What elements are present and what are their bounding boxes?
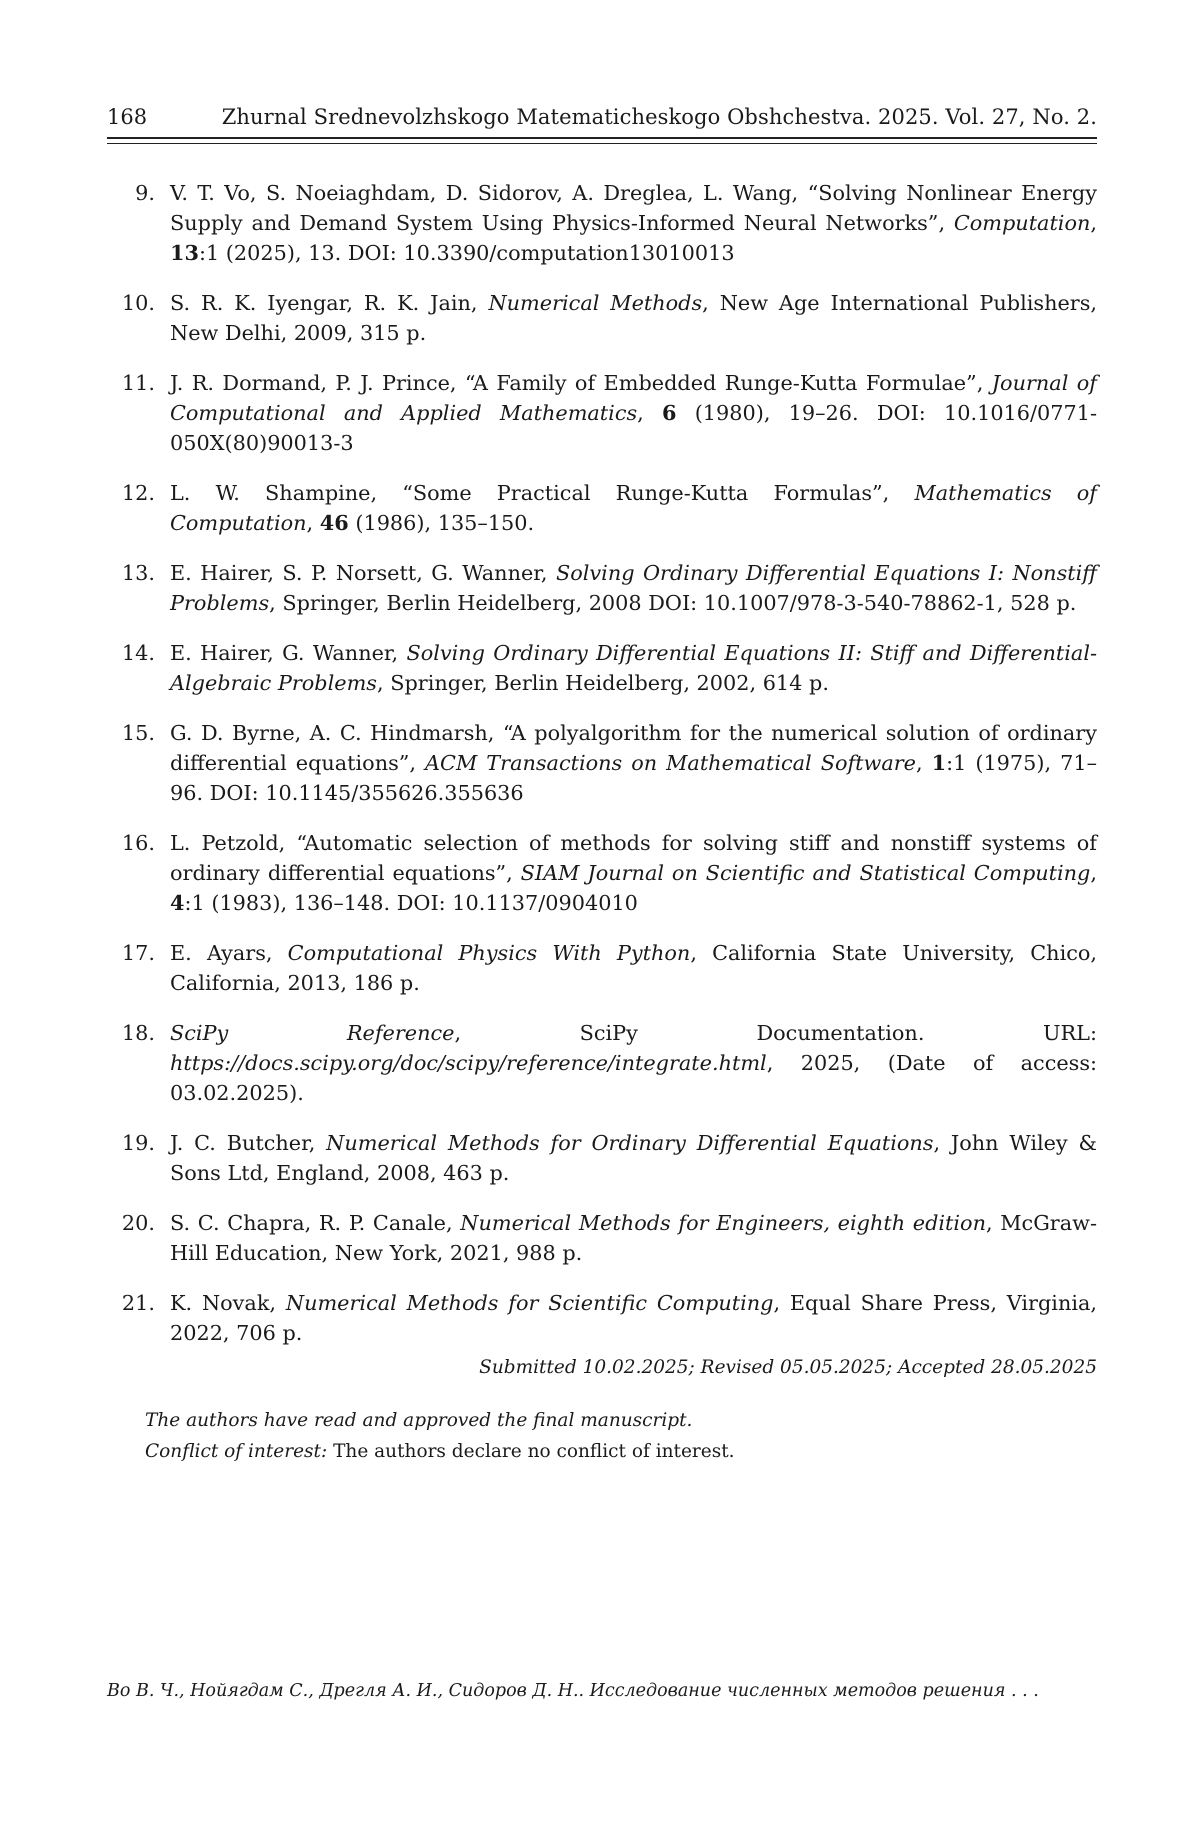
reference-segment: ,	[637, 401, 662, 425]
journal-title: Zhurnal Srednevolzhskogo Matematicheskogo Obshchestva. 2025. Vol. 27, No. 2.	[221, 105, 1097, 129]
reference-list	[107, 178, 1097, 1368]
reference-title: SciPy Reference	[170, 1021, 455, 1045]
reference-text	[170, 641, 1097, 695]
reference-segment: J. R. Dormand, P. J. Prince, “A Family of Embedded Runge-Kutta Formulae”,	[170, 371, 992, 395]
conflict-label: Conflict of interest:	[145, 1441, 328, 1462]
reference-title: https://docs.scipy.org/doc/scipy/reference/integrate.html	[170, 1051, 767, 1075]
reference-segment: :1 (2025), 13. DOI: 10.3390/computation13010013	[198, 241, 735, 265]
reference-text	[170, 941, 1097, 995]
reference-item	[107, 178, 1097, 268]
reference-text	[170, 371, 1097, 455]
reference-item	[107, 1208, 1097, 1268]
reference-number: 21.	[121, 1291, 155, 1315]
reference-number: 9.	[135, 181, 155, 205]
reference-segment: , Equal Share Press, Virginia, 2022, 706 p.	[170, 1291, 1098, 1345]
conflict-text: The authors declare no conflict of interest.	[327, 1441, 735, 1462]
running-footer: Во В. Ч., Нойягдам С., Дрегля А. И., Сидоров Д. Н.. Исследование численных методов решения . . .	[107, 1681, 1039, 1701]
reference-number: 16.	[121, 831, 155, 855]
reference-title: Mathematics of Computation	[170, 481, 1097, 535]
reference-text	[170, 831, 1097, 915]
reference-number: 11.	[121, 371, 155, 395]
reference-segment: L. Petzold, “Automatic selection of methods for solving stiff and nonstiff systems of ordinary differential equations”,	[170, 831, 1097, 885]
reference-title: Numerical Methods	[488, 291, 703, 315]
reference-segment: K. Novak,	[170, 1291, 286, 1315]
reference-volume: 1	[931, 750, 947, 775]
reference-text	[170, 181, 1097, 265]
reference-segment: (1986), 135–150.	[348, 511, 535, 535]
reference-volume: 13	[170, 240, 199, 265]
running-header	[107, 103, 1097, 131]
reference-number: 18.	[121, 1021, 155, 1045]
reference-title: Numerical Methods for Ordinary Differential Equations	[326, 1131, 934, 1155]
reference-segment: , SciPy Documentation. URL:	[454, 1021, 1098, 1045]
reference-segment: :1 (1983), 136–148. DOI: 10.1137/0904010	[184, 891, 638, 915]
reference-item	[107, 718, 1097, 808]
reference-segment: :1 (1975), 71–96. DOI: 10.1145/355626.355636	[170, 751, 1097, 805]
reference-segment: ,	[915, 751, 932, 775]
reference-item	[107, 368, 1097, 458]
reference-item	[107, 478, 1097, 538]
submission-dates: Submitted 10.02.2025; Revised 05.05.2025; Accepted 28.05.2025	[479, 1357, 1097, 1378]
reference-text	[170, 721, 1097, 805]
reference-segment: S. R. K. Iyengar, R. K. Jain,	[170, 291, 489, 315]
reference-segment: E. Ayars,	[170, 941, 288, 965]
reference-volume: 4	[170, 890, 185, 915]
reference-item	[107, 1128, 1097, 1188]
reference-text	[170, 1211, 1097, 1265]
reference-segment: ,	[306, 511, 320, 535]
reference-item	[107, 938, 1097, 998]
reference-volume: 6	[661, 400, 677, 425]
reference-title: Computational Physics With Python	[287, 941, 691, 965]
reference-number: 13.	[121, 561, 155, 585]
reference-segment: J. C. Butcher,	[170, 1131, 327, 1155]
reference-item	[107, 288, 1097, 348]
reference-item	[107, 1288, 1097, 1348]
reference-text	[170, 1291, 1097, 1345]
reference-item	[107, 638, 1097, 698]
reference-item	[107, 558, 1097, 618]
reference-title: SIAM Journal on Scientific and Statistical Computing	[520, 861, 1091, 885]
reference-segment: E. Hairer, G. Wanner,	[170, 641, 407, 665]
reference-text	[170, 561, 1097, 615]
reference-number: 10.	[121, 291, 155, 315]
conflict-note	[145, 1436, 735, 1467]
header-rule-thin	[107, 143, 1097, 144]
reference-number: 17.	[121, 941, 155, 965]
reference-number: 15.	[121, 721, 155, 745]
reference-segment: , 2025, (Date of access: 03.02.2025).	[170, 1051, 1097, 1105]
reference-segment: L. W. Shampine, “Some Practical Runge-Kutta Formulas”,	[170, 481, 915, 505]
reference-number: 14.	[121, 641, 155, 665]
reference-title: Computation	[953, 211, 1091, 235]
reference-title: ACM Transactions on Mathematical Software	[425, 751, 916, 775]
reference-title: Numerical Methods for Engineers, eighth edition	[460, 1211, 986, 1235]
header-rule-thick	[107, 137, 1097, 139]
reference-volume: 46	[319, 510, 349, 535]
reference-segment: , New Age International Publishers, New Delhi, 2009, 315 p.	[170, 291, 1097, 345]
reference-title: Solving Ordinary Differential Equations II: Stiff and Differential-Algebraic Problems	[170, 641, 1097, 695]
reference-segment: V. T. Vo, S. Noeiaghdam, D. Sidorov, A. Dreglea, L. Wang, “Solving Nonlinear Energy Supply and Demand System Using Physics-Informed Neural Networks”,	[170, 181, 1097, 235]
reference-segment: , John Wiley & Sons Ltd, England, 2008, 463 p.	[170, 1131, 1097, 1185]
page-number: 168	[107, 105, 148, 129]
reference-item	[107, 1018, 1097, 1108]
reference-segment: (1980), 19–26. DOI: 10.1016/0771-050X(80)90013-3	[170, 401, 1097, 455]
reference-segment: , California State University, Chico, California, 2013, 186 p.	[170, 941, 1098, 995]
reference-text	[170, 481, 1097, 535]
reference-text	[170, 291, 1097, 345]
reference-segment: , Springer, Berlin Heidelberg, 2002, 614 p.	[376, 671, 829, 695]
reference-segment: , Springer, Berlin Heidelberg, 2008 DOI: 10.1007/978-3-540-78862-1, 528 p.	[269, 591, 1077, 615]
reference-title: Solving Ordinary Differential Equations I: Nonstiff Problems	[170, 561, 1097, 615]
reference-segment: , McGraw-Hill Education, New York, 2021, 988 p.	[170, 1211, 1097, 1265]
reference-segment: E. Hairer, S. P. Norsett, G. Wanner,	[170, 561, 557, 585]
reference-item	[107, 828, 1097, 918]
reference-segment: G. D. Byrne, A. C. Hindmarsh, “A polyalgorithm for the numerical solution of ordinary differential equations”,	[170, 721, 1097, 775]
reference-number: 12.	[121, 481, 155, 505]
reference-text	[170, 1131, 1097, 1185]
author-notes	[145, 1405, 735, 1467]
reference-segment: ,	[1090, 211, 1097, 235]
reference-segment: ,	[1090, 861, 1097, 885]
approval-note: The authors have read and approved the final manuscript.	[145, 1410, 693, 1431]
reference-text	[170, 1021, 1097, 1105]
reference-title: Journal of Computational and Applied Mathematics	[170, 371, 1097, 425]
reference-number: 19.	[121, 1131, 155, 1155]
reference-title: Numerical Methods for Scientific Computing	[285, 1291, 774, 1315]
reference-segment: S. C. Chapra, R. P. Canale,	[170, 1211, 461, 1235]
reference-number: 20.	[121, 1211, 155, 1235]
